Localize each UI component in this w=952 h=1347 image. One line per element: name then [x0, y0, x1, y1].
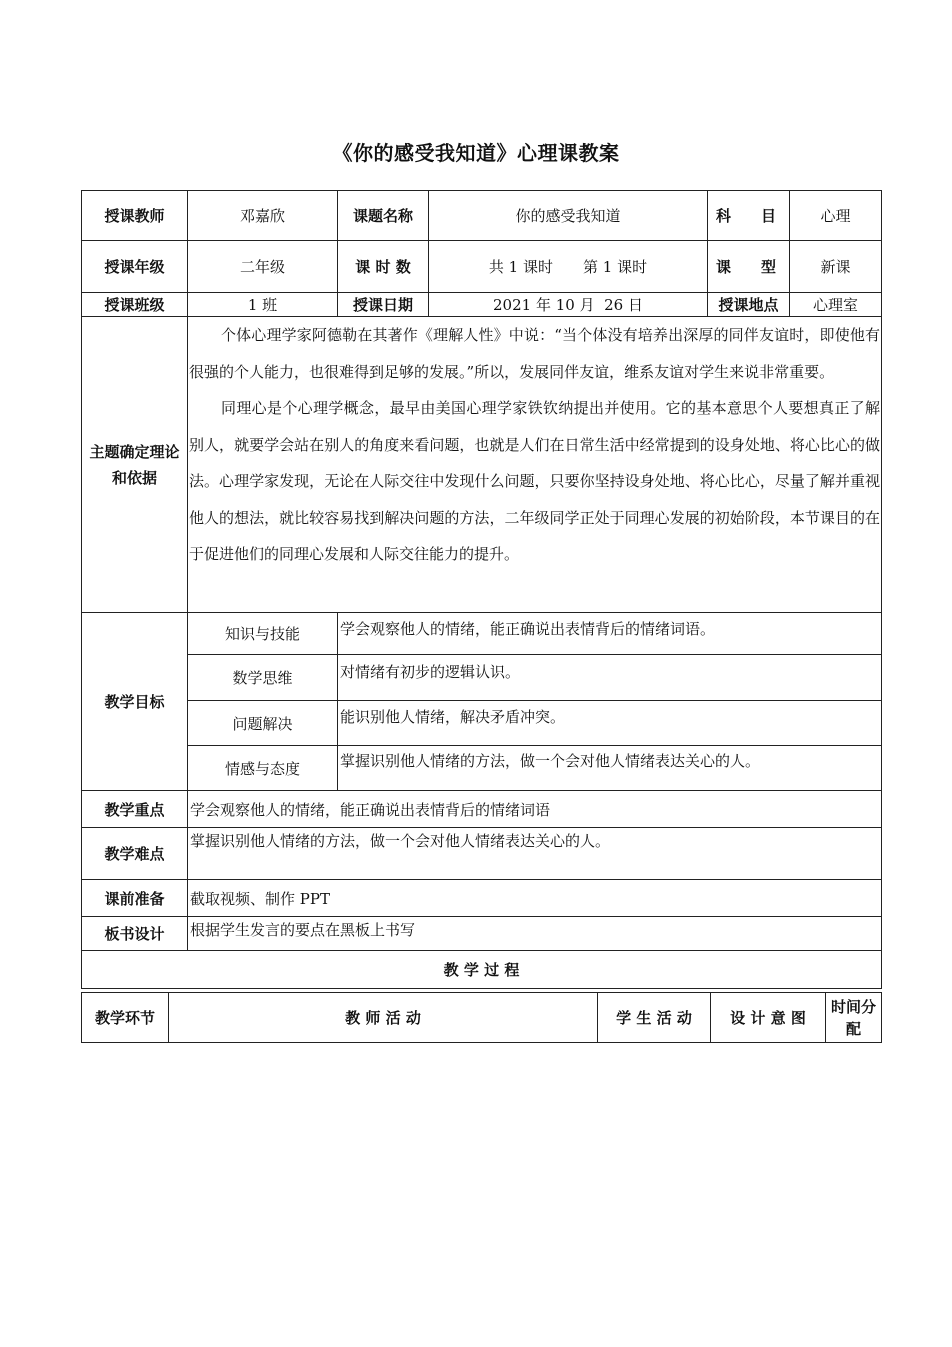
- info-row-1: [82, 191, 882, 241]
- process-header: 教 学 过 程: [82, 951, 882, 989]
- basis-row: [82, 317, 882, 613]
- topic-label: 课题名称: [338, 191, 429, 241]
- col-teacher-activity: 教 师 活 动: [169, 993, 598, 1043]
- info-row-2: [82, 241, 882, 293]
- class-label: 授课班级: [82, 293, 188, 317]
- basis-label: [82, 317, 188, 613]
- hours-label: 课 时 数: [338, 241, 429, 293]
- info-row-3: [82, 293, 882, 317]
- difficulty-row: [82, 828, 882, 880]
- page-title: 《你的感受我知道》心理课教案: [332, 141, 620, 165]
- board-row: [82, 917, 882, 951]
- key-point-label: 教学重点: [82, 791, 188, 828]
- prep-label: 课前准备: [82, 880, 188, 917]
- col-student-activity: 学 生 活 动: [598, 993, 711, 1043]
- process-columns-row: [82, 993, 882, 1043]
- key-point-row: [82, 791, 882, 828]
- basis-content: [188, 317, 882, 613]
- goals-label: 教学目标: [82, 613, 188, 791]
- goal-row-2: [82, 655, 882, 701]
- date-label: 授课日期: [338, 293, 429, 317]
- type-value: 新课: [790, 241, 882, 293]
- key-point-text: 学会观察他人的情绪，能正确说出表情背后的情绪词语: [188, 791, 882, 828]
- goal-row-1: [82, 613, 882, 655]
- topic-value: 你的感受我知道: [429, 191, 708, 241]
- prep-text: 截取视频、制作 PPT: [188, 880, 882, 917]
- goal-name-3: 问题解决: [188, 701, 338, 746]
- place-value: 心理室: [790, 293, 882, 317]
- date-value: 2021 年 10 月 26 日: [429, 293, 708, 317]
- goal-text-4: 掌握识别他人情绪的方法，做一个会对他人情绪表达关心的人。: [338, 746, 882, 791]
- place-label: 授课地点: [708, 293, 790, 317]
- grade-label: 授课年级: [82, 241, 188, 293]
- lesson-plan-table: [81, 190, 882, 989]
- goal-text-3: 能识别他人情绪，解决矛盾冲突。: [338, 701, 882, 746]
- basis-paragraph-2: 同理心是个心理学概念，最早由美国心理学家铁钦纳提出并使用。它的基本意思个人要想真正了解别人，就要学会站在别人的角度来看问题，也就是人们在日常生活中经常提到的设身处地、将心比心的做法。心理学家发现，无论在人际交往中发现什么问题，只要你坚持设身处地、将心比心，尽量了解并重视他人的想法，就比较容易找到解决问题的方法，二年级同学正处于同理心发展的初始阶段，本节课目的在于促进他们的同理心发展和人际交往能力的提升。: [189, 399, 880, 563]
- col-time-line1: 时间分: [830, 997, 876, 1016]
- goal-row-3: [82, 701, 882, 746]
- difficulty-text: 掌握识别他人情绪的方法，做一个会对他人情绪表达关心的人。: [188, 828, 882, 880]
- subject-label: 科 目: [708, 191, 790, 241]
- process-header-row: [82, 951, 882, 989]
- board-text: 根据学生发言的要点在黑板上书写: [188, 917, 882, 951]
- basis-label-line1: 主题确定理论: [89, 442, 180, 461]
- type-label: 课 型: [708, 241, 790, 293]
- goal-name-2: 数学思维: [188, 655, 338, 701]
- goal-name-4: 情感与态度: [188, 746, 338, 791]
- prep-row: [82, 880, 882, 917]
- difficulty-label: 教学难点: [82, 828, 188, 880]
- goal-text-1: 学会观察他人的情绪，能正确说出表情背后的情绪词语。: [338, 613, 882, 655]
- board-label: 板书设计: [82, 917, 188, 951]
- goal-row-4: [82, 746, 882, 791]
- col-stage: 教学环节: [82, 993, 169, 1043]
- goal-name-1: 知识与技能: [188, 613, 338, 655]
- class-value: 1 班: [188, 293, 338, 317]
- goal-text-2: 对情绪有初步的逻辑认识。: [338, 655, 882, 701]
- process-columns-table: [81, 992, 882, 1043]
- col-time-line2: 配: [845, 1019, 861, 1038]
- teacher-value: 邓嘉欣: [188, 191, 338, 241]
- col-time-allocation: [826, 993, 882, 1043]
- hours-value: 共 1 课时 第 1 课时: [429, 241, 708, 293]
- basis-label-line2: 和依据: [111, 468, 157, 487]
- subject-value: 心理: [790, 191, 882, 241]
- basis-paragraph-1: 个体心理学家阿德勒在其著作《理解人性》中说：“当个体没有培养出深厚的同伴友谊时，即使他有很强的个人能力，也很难得到足够的发展。”所以，发展同伴友谊，维系友谊对学生来说非常重要。: [189, 326, 880, 381]
- col-design-intent: 设 计 意 图: [711, 993, 826, 1043]
- teacher-label: 授课教师: [82, 191, 188, 241]
- grade-value: 二年级: [188, 241, 338, 293]
